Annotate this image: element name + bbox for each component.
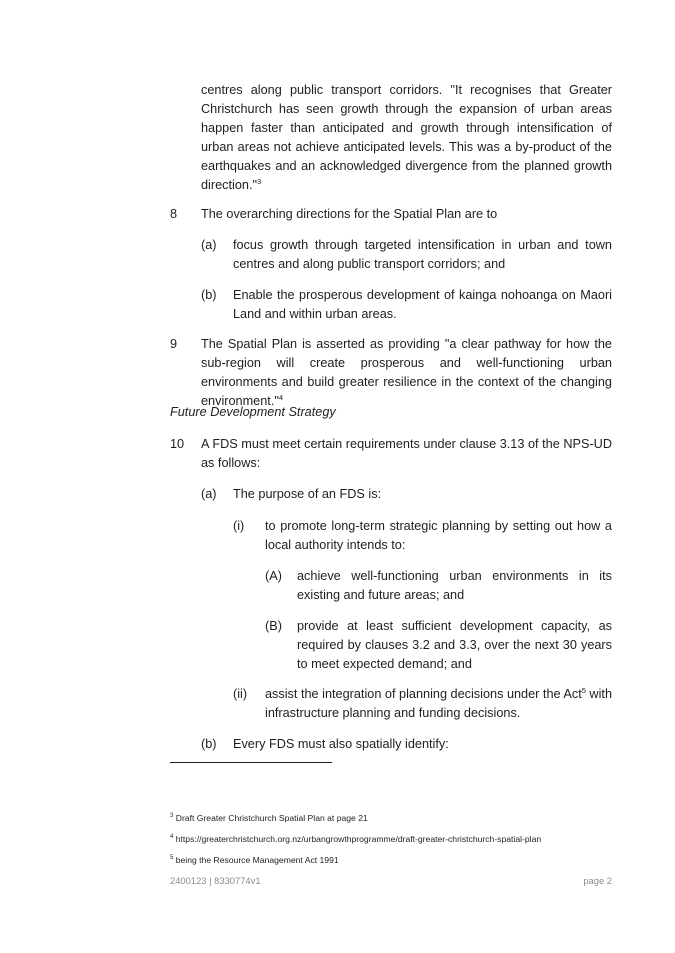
- list-text: assist the integration of planning decisions under the Act$^5$ with infrastructure planning and funding decisions.: [265, 685, 612, 720]
- document-id: 2400123 | 8330774v1: [170, 875, 261, 886]
- list-label: (ii): [233, 687, 248, 701]
- paragraph-text: The overarching directions for the Spatial Plan are to: [201, 207, 498, 221]
- section-heading: Future Development Strategy: [170, 405, 336, 419]
- footnote-ref-3[interactable]: 3: [257, 176, 262, 186]
- list-label: (A): [265, 569, 282, 583]
- paragraph-10: [170, 435, 612, 473]
- list-text: to promote long-term strategic planning by setting out how a local authority intends to:: [265, 519, 612, 552]
- list-label: (a): [201, 487, 217, 501]
- paragraph-10a-i-B: [265, 617, 612, 674]
- list-text: provide at least sufficient development capacity, as required by clauses 3.2 and 3.3, over the next 30 years to meet expected demand; and: [297, 619, 612, 671]
- paragraph-8a: [201, 236, 612, 274]
- list-text: focus growth through targeted intensification in urban and town centres and along public transport corridors; and: [233, 238, 612, 271]
- footnote-ref-5[interactable]: 5: [581, 685, 586, 695]
- footnote-5: $^5$ being the Resource Management Act 1991: [170, 855, 339, 865]
- list-text: achieve well-functioning urban environments in its existing and future areas; and: [297, 569, 612, 602]
- paragraph-text: The Spatial Plan is asserted as providing "a clear pathway for how the sub-region will create prosperous and well-functioning urban environments and build greater resilience in the context of the changing environment."$^4$: [201, 337, 612, 408]
- paragraph-10a-i: [233, 517, 612, 555]
- list-label: (B): [265, 619, 282, 633]
- paragraph-number: 10: [170, 437, 185, 451]
- paragraph-10b: [201, 735, 612, 754]
- footnote-4[interactable]: $^4$ https://greaterchristchurch.org.nz/urbangrowthprogramme/draft-greater-christchurch-spatial-plan: [170, 834, 542, 844]
- footnote-link[interactable]: https://greaterchristchurch.org.nz/urbangrowthprogramme/draft-greater-christchurch-spatial-plan: [175, 834, 542, 844]
- paragraph-8: [170, 205, 612, 224]
- list-text: The purpose of an FDS is:: [233, 487, 382, 501]
- list-label: (b): [201, 737, 217, 751]
- paragraph-text: A FDS must meet certain requirements under clause 3.13 of the NPS-UD as follows:: [201, 437, 612, 470]
- list-text: Enable the prosperous development of kainga nohoanga on Maori Land and within urban areas.: [233, 288, 612, 321]
- list-label: (a): [201, 238, 217, 252]
- list-label: (b): [201, 288, 217, 302]
- paragraph-number: 9: [170, 337, 178, 351]
- footnote-separator: [170, 762, 332, 763]
- paragraph-9: [170, 335, 612, 411]
- paragraph-7-continuation: centres along public transport corridors. "It recognises that Greater Christchurch has seen growth through the expansion of urban areas happen faster than anticipated and growth through intensification of urban areas not achieve anticipated levels. This was a by-product of the earthquakes and an acknowledged divergence from the planned growth direction."$^3$: [201, 83, 612, 192]
- footnote-3: $^3$ Draft Greater Christchurch Spatial Plan at page 21: [170, 813, 368, 823]
- paragraph-number: 8: [170, 207, 178, 221]
- paragraph-10a: [201, 485, 612, 504]
- page-number: page 2: [583, 875, 612, 886]
- list-text: Every FDS must also spatially identify:: [233, 737, 449, 751]
- list-label: (i): [233, 519, 245, 533]
- paragraph-10a-i-A: [265, 567, 612, 605]
- paragraph-8b: [201, 286, 612, 324]
- footnote-ref-4[interactable]: 4: [278, 392, 284, 402]
- paragraph-10a-ii: [233, 685, 612, 723]
